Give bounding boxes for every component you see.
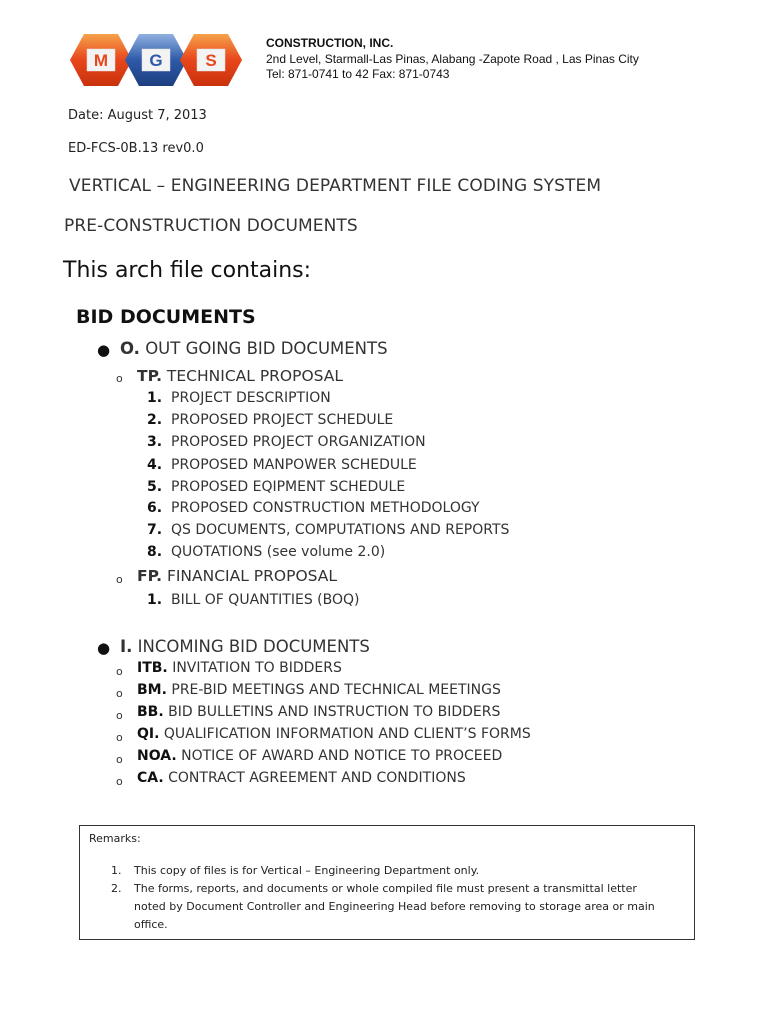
list-item: ITB. INVITATION TO BIDDERS <box>137 660 342 676</box>
list-item: 1. PROJECT DESCRIPTION <box>147 390 331 406</box>
logo-letter-m: M <box>93 51 109 70</box>
logo-letter-g: G <box>149 51 163 70</box>
list-item: 3. PROPOSED PROJECT ORGANIZATION <box>147 434 426 450</box>
bid-documents-heading: BID DOCUMENTS <box>76 306 256 328</box>
circle-bullet-icon: o <box>116 775 123 788</box>
circle-bullet-icon: o <box>116 753 123 766</box>
document-date: Date: August 7, 2013 <box>68 108 207 123</box>
list-item: 5. PROPOSED EQIPMENT SCHEDULE <box>147 479 406 495</box>
incoming-code: I. <box>120 637 133 656</box>
document-code: ED-FCS-0B.13 rev0.0 <box>68 141 204 156</box>
company-contact: Tel: 871-0741 to 42 Fax: 871-0743 <box>266 67 450 81</box>
remarks-item: 2. The forms, reports, and documents or whole compiled file must present a transmittal letter noted by Document Controller and Engineering Head before removing to storage area or main office. <box>111 882 655 931</box>
incoming-label: INCOMING BID DOCUMENTS <box>137 637 370 656</box>
company-name: CONSTRUCTION, INC. <box>266 36 394 50</box>
bullet-icon: ● <box>97 639 111 657</box>
list-item: 7. QS DOCUMENTS, COMPUTATIONS AND REPORTS <box>147 522 510 538</box>
outgoing-section <box>120 339 388 358</box>
circle-bullet-icon: o <box>116 709 123 722</box>
list-item: CA. CONTRACT AGREEMENT AND CONDITIONS <box>137 770 466 786</box>
financial-proposal <box>137 567 337 585</box>
tp-code: TP. <box>137 367 162 385</box>
company-address: 2nd Level, Starmall-Las Pinas, Alabang -Zapote Road , Las Pinas City <box>266 51 639 66</box>
circle-bullet-icon: o <box>116 731 123 744</box>
list-item: 4. PROPOSED MANPOWER SCHEDULE <box>147 457 417 473</box>
bullet-icon: ● <box>97 341 111 359</box>
circle-bullet-icon: o <box>116 372 123 385</box>
list-item: 1. BILL OF QUANTITIES (BOQ) <box>147 592 360 608</box>
technical-proposal <box>137 367 343 385</box>
remarks-item: 1. This copy of files is for Vertical – Engineering Department only. <box>111 864 480 877</box>
logo-letter-s: S <box>205 51 217 70</box>
tp-label: TECHNICAL PROPOSAL <box>166 367 344 385</box>
list-item: BB. BID BULLETINS AND INSTRUCTION TO BIDDERS <box>137 704 501 720</box>
list-item: BM. PRE-BID MEETINGS AND TECHNICAL MEETINGS <box>137 682 501 698</box>
company-logo <box>70 32 242 88</box>
list-item: QI. QUALIFICATION INFORMATION AND CLIENT’S FORMS <box>137 726 531 742</box>
document-title: VERTICAL – ENGINEERING DEPARTMENT FILE CODING SYSTEM <box>69 176 602 196</box>
section-title: PRE-CONSTRUCTION DOCUMENTS <box>64 216 358 236</box>
circle-bullet-icon: o <box>116 573 123 586</box>
remarks-box <box>79 825 695 940</box>
fp-code: FP. <box>137 567 162 585</box>
list-item: 2. PROPOSED PROJECT SCHEDULE <box>147 412 394 428</box>
list-item: 6. PROPOSED CONSTRUCTION METHODOLOGY <box>147 500 480 516</box>
remarks-title: Remarks: <box>89 832 141 845</box>
outgoing-label: OUT GOING BID DOCUMENTS <box>145 339 388 358</box>
list-item: 8. QUOTATIONS (see volume 2.0) <box>147 544 386 560</box>
list-item: NOA. NOTICE OF AWARD AND NOTICE TO PROCEED <box>137 748 503 764</box>
fp-label: FINANCIAL PROPOSAL <box>166 567 338 585</box>
circle-bullet-icon: o <box>116 687 123 700</box>
intro-text: This arch file contains: <box>63 258 312 283</box>
outgoing-code: O. <box>120 339 140 358</box>
incoming-section <box>120 637 370 656</box>
company-header <box>266 36 639 83</box>
circle-bullet-icon: o <box>116 665 123 678</box>
